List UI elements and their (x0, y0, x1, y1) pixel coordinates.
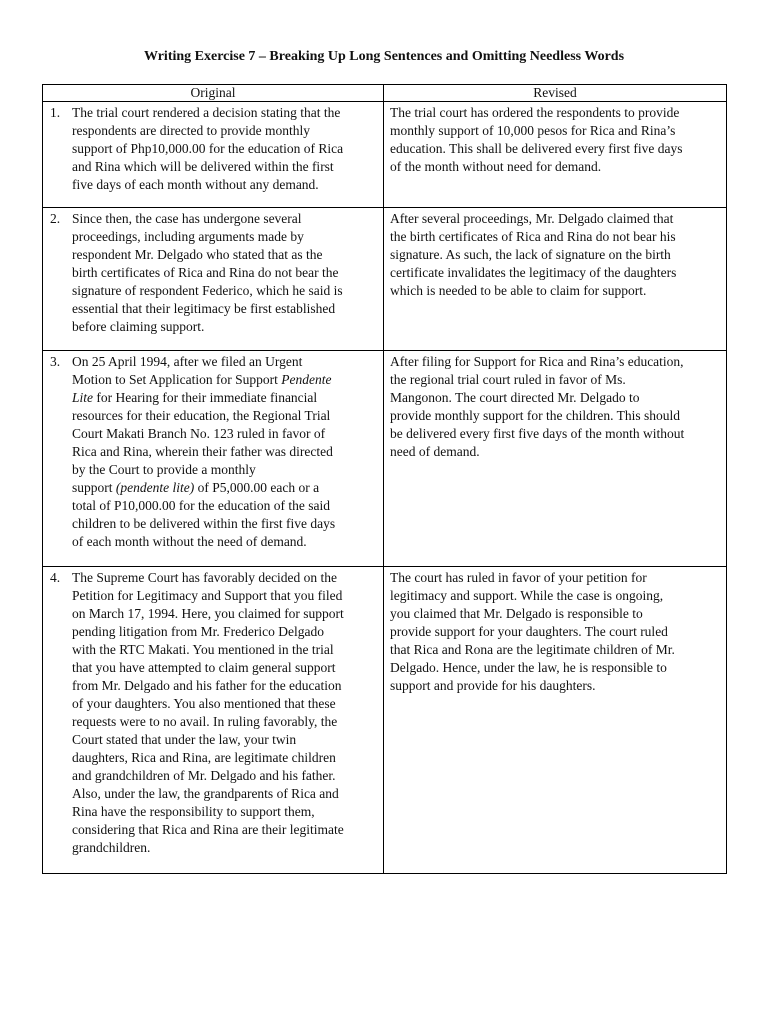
text-line: Rica and Rina, wherein their father was directed (72, 444, 333, 459)
text-line: daughters, Rica and Rina, are legitimate children (72, 750, 336, 765)
text-line: signature of respondent Federico, which he said is (72, 283, 343, 298)
table-header-row (43, 85, 726, 102)
text-line: total of P10,000.00 for the education of the said (72, 498, 330, 513)
text-line: Court stated that under the law, your twin (72, 732, 297, 747)
text-line: respondents are directed to provide monthly (72, 123, 311, 138)
text-line: of the month without need for demand. (390, 159, 602, 174)
text-line: education. This shall be delivered every first five days (390, 141, 683, 156)
text-line: that Rica and Rona are the legitimate children of Mr. (390, 642, 675, 657)
text-line: and Rina which will be delivered within the first (72, 159, 334, 174)
text-line (72, 479, 335, 497)
original-text (72, 353, 335, 566)
text-line: on March 17, 1994. Here, you claimed for support (72, 606, 344, 621)
text-line: of each month without the need of demand. (72, 534, 307, 549)
text-line: legitimacy and support. While the case is ongoing, (390, 588, 664, 603)
text-line: need of demand. (390, 444, 480, 459)
text-line: Delgado. Hence, under the law, he is responsible to (390, 660, 667, 675)
table-row (43, 208, 726, 351)
original-text (72, 104, 343, 207)
table-row (43, 351, 726, 567)
text-line: be delivered every first five days of the month without (390, 426, 685, 441)
text-segment: for Hearing for their immediate financial (93, 390, 318, 405)
revised-cell (384, 102, 726, 207)
text-line: Since then, the case has undergone several (72, 211, 302, 226)
text-line: Also, under the law, the grandparents of Rica and (72, 786, 339, 801)
text-segment: Motion to Set Application for Support (72, 372, 282, 387)
original-text (72, 569, 344, 873)
text-line: considering that Rica and Rina are their legitimate (72, 822, 344, 837)
text-line: the birth certificates of Rica and Rina do not bear his (390, 229, 676, 244)
text-line: from Mr. Delgado and his father for the education (72, 678, 342, 693)
text-line: provide monthly support for the children. This should (390, 408, 680, 423)
revised-text (390, 569, 726, 695)
text-line (72, 389, 335, 407)
text-segment: support (72, 480, 116, 495)
text-line: five days of each month without any demand. (72, 177, 319, 192)
italic-text: (pendente lite) (115, 480, 195, 495)
table-row (43, 567, 726, 873)
text-line: essential that their legitimacy be first established (72, 301, 336, 316)
text-line: monthly support of 10,000 pesos for Rica and Rina’s (390, 123, 676, 138)
text-line: After filing for Support for Rica and Rina’s education, (390, 354, 684, 369)
revised-cell (384, 351, 726, 566)
text-line: support of Php10,000.00 for the education of Rica (72, 141, 344, 156)
text-line: which is needed to be able to claim for support. (390, 283, 647, 298)
text-line: that you have attempted to claim general support (72, 660, 336, 675)
text-line: On 25 April 1994, after we filed an Urgent (72, 354, 303, 369)
item-number: 2. (50, 211, 61, 226)
text-line: by the Court to provide a monthly (72, 462, 256, 477)
text-segment: of P5,000.00 each or a (194, 480, 320, 495)
text-line: Rina have the responsibility to support them, (72, 804, 315, 819)
text-line: resources for their education, the Regional Trial (72, 408, 331, 423)
original-cell (43, 102, 384, 207)
text-line: provide support for your daughters. The court ruled (390, 624, 668, 639)
text-line (72, 371, 335, 389)
item-number: 1. (50, 105, 61, 120)
revised-cell (384, 567, 726, 873)
text-line: signature. As such, the lack of signature on the birth (390, 247, 671, 262)
header-revised: Revised (533, 85, 577, 100)
text-line: and grandchildren of Mr. Delgado and his father. (72, 768, 336, 783)
text-line: grandchildren. (72, 840, 151, 855)
text-line: certificate invalidates the legitimacy of the daughters (390, 265, 677, 280)
original-cell (43, 208, 384, 350)
text-line: you claimed that Mr. Delgado is responsible to (390, 606, 643, 621)
header-original: Original (43, 85, 384, 101)
text-line: Petition for Legitimacy and Support that you filed (72, 588, 343, 603)
text-line: The Supreme Court has favorably decided on the (72, 570, 338, 585)
text-line: children to be delivered within the first five days (72, 516, 336, 531)
item-number: 3. (50, 354, 61, 369)
text-line: of your daughters. You also mentioned that these (72, 696, 336, 711)
italic-text: Lite (72, 390, 94, 405)
revised-cell (384, 208, 726, 350)
text-line: The trial court has ordered the respondents to provide (390, 105, 680, 120)
document-title: Writing Exercise 7 – Breaking Up Long Sentences and Omitting Needless Words (143, 49, 625, 64)
original-text (72, 210, 343, 350)
text-line: support and provide for his daughters. (390, 678, 596, 693)
revised-text (390, 353, 726, 461)
comparison-table (42, 84, 727, 874)
text-line: with the RTC Makati. You mentioned in the trial (72, 642, 334, 657)
italic-text: Pendente (281, 372, 332, 387)
text-line: After several proceedings, Mr. Delgado claimed that (390, 211, 674, 226)
text-line: The court has ruled in favor of your petition for (390, 570, 647, 585)
text-line: birth certificates of Rica and Rina do not bear the (72, 265, 339, 280)
revised-text (390, 210, 726, 300)
text-line: pending litigation from Mr. Frederico Delgado (72, 624, 324, 639)
text-line: proceedings, including arguments made by (72, 229, 304, 244)
original-cell (43, 351, 384, 566)
item-number: 4. (50, 570, 61, 585)
text-line: the regional trial court ruled in favor of Ms. (390, 372, 626, 387)
text-line: respondent Mr. Delgado who stated that as the (72, 247, 323, 262)
original-cell (43, 567, 384, 873)
revised-text (390, 104, 726, 176)
text-line: Court Makati Branch No. 123 ruled in favor of (72, 426, 326, 441)
text-line: requests were to no avail. In ruling favorably, the (72, 714, 338, 729)
text-line: The trial court rendered a decision stating that the (72, 105, 341, 120)
table-row (43, 102, 726, 208)
text-line: before claiming support. (72, 319, 205, 334)
text-line: Mangonon. The court directed Mr. Delgado to (390, 390, 640, 405)
